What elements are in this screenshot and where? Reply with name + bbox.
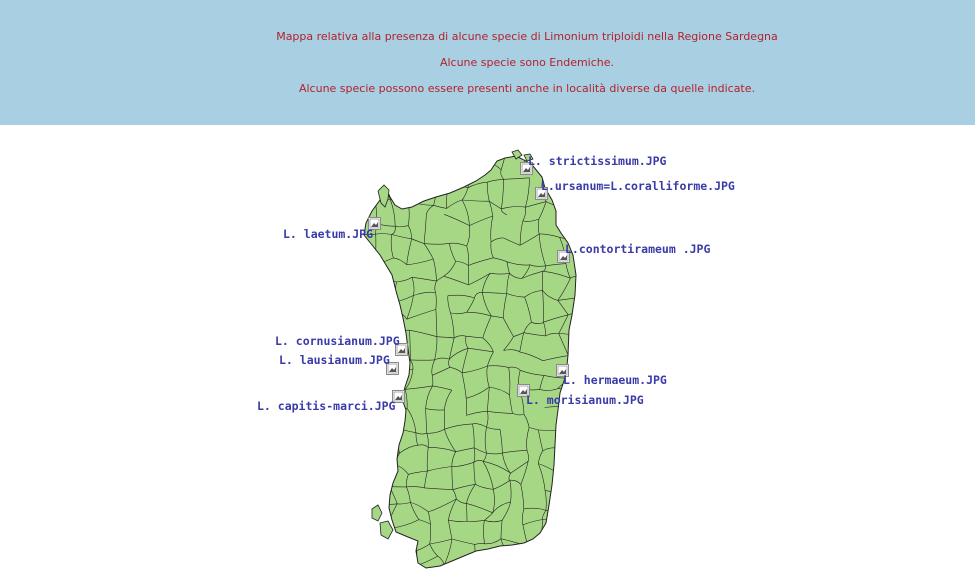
municipality-border [373, 161, 396, 165]
municipality-border [373, 165, 374, 178]
label-hermaeum[interactable]: L. hermaeum.JPG [563, 373, 667, 387]
municipality-border [372, 526, 377, 544]
municipality-border [576, 434, 581, 443]
municipality-border [348, 204, 358, 216]
municipality-border [565, 503, 587, 509]
municipality-border [430, 160, 451, 162]
municipality-border [390, 303, 392, 310]
municipality-border [354, 435, 355, 452]
municipality-border [373, 309, 392, 312]
municipality-border [351, 279, 362, 299]
municipality-border [349, 544, 371, 546]
municipality-border [349, 529, 359, 546]
municipality-border [528, 559, 539, 569]
label-lausianum[interactable]: L. lausianum.JPG [279, 353, 390, 367]
municipality-border [449, 183, 468, 188]
municipality-border [369, 430, 378, 443]
municipality-border [367, 443, 378, 475]
municipality-border [351, 299, 361, 310]
municipality-border [451, 162, 465, 168]
municipality-border [380, 566, 392, 569]
municipality-border [359, 195, 375, 204]
municipality-border [558, 448, 561, 475]
municipality-border [559, 199, 589, 206]
municipality-border [576, 216, 587, 242]
label-morisianum[interactable]: L. morisianum.JPG [526, 393, 644, 407]
municipality-border [354, 430, 368, 435]
municipality-border [387, 182, 415, 185]
san-pietro-island [372, 505, 382, 521]
municipality-border [527, 139, 541, 145]
municipality-border [375, 265, 377, 277]
municipality-border [444, 565, 475, 570]
municipality-border [576, 461, 589, 492]
municipality-border [376, 482, 390, 487]
label-laetum[interactable]: L. laetum.JPG [283, 227, 374, 241]
municipality-border [407, 160, 430, 171]
municipality-border [570, 144, 578, 151]
municipality-border [430, 160, 437, 180]
municipality-border [568, 408, 585, 410]
municipality-border [392, 145, 406, 150]
municipality-border [370, 300, 373, 312]
municipality-border [351, 298, 371, 300]
municipality-border [528, 546, 541, 548]
label-contortirameum[interactable]: L.contortirameum .JPG [565, 242, 711, 256]
municipality-border [395, 161, 407, 171]
municipality-border [355, 368, 374, 370]
municipality-border [577, 520, 581, 546]
municipality-border [355, 141, 369, 146]
label-capitis-marci[interactable]: L. capitis-marci.JPG [257, 399, 396, 413]
municipality-border [488, 140, 509, 142]
label-cornusianum[interactable]: L. cornusianum.JPG [275, 334, 400, 348]
municipality-border [369, 141, 393, 145]
municipality-border [511, 560, 528, 569]
municipality-border [568, 558, 578, 568]
municipality-border [565, 491, 589, 493]
municipality-border [447, 149, 451, 162]
municipality-border [350, 179, 359, 204]
municipality-border [541, 139, 571, 152]
municipality-border [437, 180, 449, 183]
municipality-border [372, 544, 388, 546]
municipality-border [566, 521, 567, 550]
municipality-border [350, 177, 373, 179]
label-strictissimum[interactable]: L. strictissimum.JPG [528, 154, 667, 168]
municipality-border [351, 464, 355, 488]
municipality-border [376, 349, 388, 352]
municipality-border [392, 145, 395, 161]
info-header [0, 0, 975, 125]
label-ursanum[interactable]: L.ursanum=L.coralliforme.JPG [541, 179, 735, 193]
municipality-border [567, 546, 581, 549]
municipality-border [541, 548, 567, 549]
municipality-border [464, 162, 486, 168]
municipality-border [447, 139, 471, 149]
municipality-border [583, 338, 587, 347]
header-title: Mappa relativa alla presenza di alcune specie di Limonium triploidi nella Regione Sardegna [276, 30, 778, 43]
municipality-border [354, 417, 356, 435]
sant-antioco-island [380, 521, 393, 539]
municipality-border [387, 161, 396, 182]
header-locality-note: Alcune specie possono essere presenti anche in località diverse da quelle indicate. [298, 82, 756, 95]
municipality-border [476, 557, 485, 570]
municipality-border [387, 545, 417, 550]
municipality-border [355, 368, 360, 399]
municipality-border [354, 257, 361, 279]
municipality-border [509, 140, 526, 145]
municipality-border [376, 482, 378, 503]
municipality-border [354, 257, 374, 264]
municipality-border [378, 443, 400, 453]
municipality-border [539, 557, 568, 559]
municipality-border [485, 557, 511, 560]
municipality-border [449, 162, 451, 183]
municipality-border [350, 160, 362, 180]
municipality-border [373, 177, 375, 195]
municipality-border [390, 309, 392, 333]
municipality-border [471, 139, 488, 141]
municipality-border [372, 544, 380, 566]
municipality-border [406, 150, 407, 171]
municipality-border [354, 443, 378, 452]
municipality-border [361, 160, 373, 165]
municipality-border [407, 171, 414, 185]
municipality-border [577, 253, 583, 276]
municipality-border [587, 493, 589, 510]
municipality-border [587, 199, 589, 216]
municipality-border [387, 545, 392, 568]
municipality-border [369, 141, 373, 164]
municipality-border [563, 408, 568, 431]
municipality-border [415, 181, 438, 186]
municipality-border [577, 312, 587, 339]
sardinia-map [0, 125, 975, 571]
municipality-border [391, 199, 409, 201]
municipality-border [351, 502, 376, 504]
municipality-border [430, 144, 432, 161]
municipality-border [406, 144, 432, 151]
municipality-border [349, 545, 356, 566]
municipality-border [370, 300, 390, 303]
municipality-border [577, 276, 583, 297]
municipality-border [560, 216, 587, 219]
header-endemic-note: Alcune specie sono Endemiche. [439, 56, 615, 69]
municipality-border [563, 431, 576, 434]
municipality-border [355, 146, 362, 160]
municipality-border [369, 426, 392, 430]
municipality-border [577, 510, 587, 521]
municipality-border [355, 464, 367, 474]
municipality-border [351, 502, 360, 529]
municipality-border [576, 410, 584, 434]
municipality-border [361, 310, 373, 312]
sardinia-municipalities [0, 125, 975, 571]
municipality-border [351, 482, 375, 488]
municipality-border [578, 546, 581, 568]
municipality-border [578, 348, 583, 366]
municipality-border [576, 443, 581, 461]
municipality-border [539, 548, 540, 559]
